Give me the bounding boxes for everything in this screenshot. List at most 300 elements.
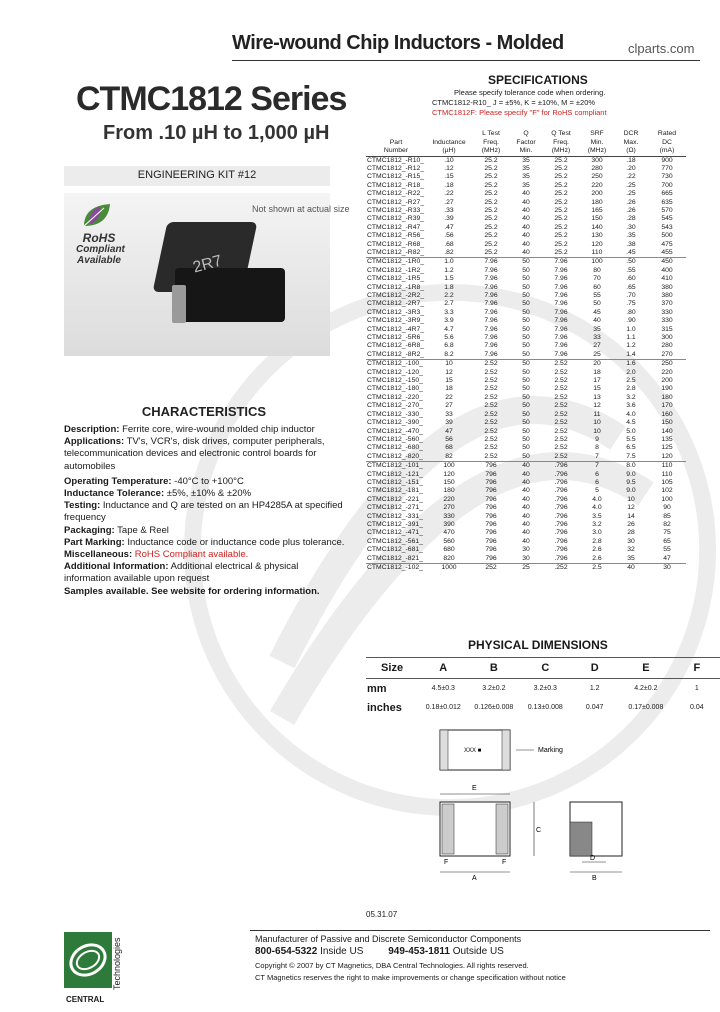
spec-cell: 12 [593,402,601,410]
spec-cell: 6.8 [444,342,454,350]
spec-cell: .22 [626,173,636,181]
spec-cell: 315 [661,325,673,333]
spec-cell: 4.0 [626,410,636,418]
spec-cell: .796 [554,520,568,528]
pack-value: Tape & Reel [117,524,169,536]
spec-cell: 330 [661,317,673,325]
spec-row [366,513,686,521]
spec-cell: 470 [443,529,455,537]
spec-cell: 300 [591,156,603,164]
spec-cell: CTMC1812_-R56_ [367,232,425,240]
spec-cell: 2.52 [484,435,498,443]
tol-value: ±5%, ±10% & ±20% [166,488,252,500]
spec-row [366,300,686,308]
specifications-table [366,130,686,572]
spec-cell: 2.52 [484,385,498,393]
spec-cell: 7.96 [484,308,498,316]
spec-cell: 250 [661,360,673,368]
spec-cell: 5.6 [444,334,454,342]
spec-cell: 1000 [441,564,457,571]
spec-cell: .68 [444,240,454,248]
spec-cell: CTMC1812_-R47_ [367,223,425,231]
test-value: Inductance and Q are tested on an HP4285A at specified frequency [64,500,343,524]
spec-cell: CTMC1812_-R18_ [367,181,425,189]
spec-cell: 50 [522,266,530,274]
spec-cell: 10 [593,419,601,427]
spec-cell: 9.5 [626,478,636,486]
spec-cell: .60 [626,275,636,283]
spec-cell: 35 [522,181,530,189]
spec-cell: 40 [522,215,530,223]
dim-header-cell: C [519,658,571,679]
spec-cell: 330 [443,512,455,520]
spec-cell: 50 [522,402,530,410]
footer-divider [250,930,710,931]
spec-cell: 25.2 [554,232,568,240]
dim-mm-cell: 4.2±0.2 [634,685,658,692]
spec-cell: 7.96 [554,308,568,316]
spec-cell: 40 [522,520,530,528]
spec-cell: 10 [627,495,635,503]
dim-mm-cell: 1.2 [589,685,600,692]
header-divider [232,60,700,61]
spec-cell: CTMC1812_-5R6_ [367,334,425,342]
spec-cell: 180 [661,393,673,401]
spec-cell: 380 [661,292,673,299]
spec-cell: 25 [593,350,601,358]
spec-cell: 2.52 [554,427,568,435]
spec-cell: 1.6 [626,360,636,368]
spec-row [366,267,686,275]
spec-cell: 82 [445,452,453,460]
spec-cell: CTMC1812_-220_ [367,393,423,401]
misc-value: RoHS Compliant available. [134,549,249,561]
spec-cell: 50 [522,350,530,358]
spec-cell: 796 [485,529,497,537]
phone-outside[interactable]: 949-453-1811 [388,946,450,957]
spec-cell: 39 [445,419,453,427]
dim-inches-cell: 0.18±0.012 [425,704,461,711]
spec-cell: CTMC1812_-821_ [367,554,423,562]
spec-header-line: Freq. [483,138,499,146]
spec-cell: 10 [593,427,601,435]
spec-header-line: L Test [482,130,500,137]
spec-cell: .796 [554,504,568,512]
spec-cell: CTMC1812_-121_ [367,470,423,478]
spec-cell: 50 [522,360,530,368]
spec-col-header [614,130,648,156]
spec-cell: .65 [626,283,636,291]
spec-cell: 3.9 [444,317,454,325]
spec-cell: 1.4 [626,350,636,358]
spec-header-line: (mA) [659,147,675,154]
test-label: Testing: [64,500,101,512]
spec-cell: 15 [593,385,601,393]
spec-cell: 570 [661,206,673,214]
tolerance-codes: CTMC1812-R10_ J = ±5%, K = ±10%, M = ±20% [432,98,596,107]
spec-col-header [366,130,426,156]
spec-cell: 100 [591,258,603,266]
specifications-title: SPECIFICATIONS [488,73,588,87]
spec-cell: 90 [663,504,671,512]
spec-cell: 2.52 [554,385,568,393]
spec-cell: 25.2 [484,232,498,240]
spec-cell: 25.2 [484,198,498,206]
spec-cell: 500 [661,232,673,240]
spec-cell: 2.52 [484,427,498,435]
spec-cell: 2.52 [554,393,568,401]
phone-inside-label: Inside US [320,946,364,957]
dim-inches-cell: 0.04 [690,704,704,711]
spec-header-line: (µH) [442,147,456,154]
spec-cell: 40 [522,206,530,214]
spec-cell: 5.5 [626,435,636,443]
spec-col-header [648,130,686,156]
spec-cell: 8.0 [626,462,636,470]
spec-cell: 2.52 [484,419,498,427]
spec-row [366,156,686,165]
spec-cell: 12 [627,504,635,512]
phone-outside-label: Outside US [452,946,504,957]
spec-cell: .25 [626,181,636,189]
spec-cell: 2.5 [626,377,636,385]
spec-cell: 8 [595,444,599,452]
spec-cell: 7.96 [554,283,568,291]
spec-cell: 200 [591,190,603,198]
series-name: CTMC1812 Series [76,80,347,118]
spec-row [366,241,686,249]
spec-cell: 270 [661,350,673,358]
spec-cell: .47 [444,223,454,231]
spec-cell: 900 [661,156,673,164]
spec-cell: 25.2 [484,215,498,223]
spec-cell: 25.2 [484,206,498,214]
spec-col-header [472,130,510,156]
spec-cell: CTMC1812_-102_ [367,564,423,571]
dim-inches-row [366,698,720,717]
spec-cell: 9.0 [626,470,636,478]
change-notice: CT Magnetics reserves the right to make improvements or change specification without notice [255,973,566,982]
spec-cell: 50 [522,308,530,316]
spec-cell: 796 [485,495,497,503]
inductance-range: From .10 µH to 1,000 µH [103,122,330,144]
spec-cell: CTMC1812_-470_ [367,427,423,435]
dim-a-letter: A [472,875,477,882]
spec-cell: 252 [485,564,497,571]
spec-cell: 7.96 [484,283,498,291]
spec-cell: 2.8 [626,385,636,393]
spec-cell: CTMC1812_-8R2_ [367,350,425,358]
spec-cell: 7.96 [554,275,568,283]
spec-row [366,232,686,240]
spec-cell: .796 [554,487,568,495]
spec-cell: 2.7 [444,300,454,308]
spec-col-header [542,130,580,156]
desc-value: Ferrite core, wire-wound molded chip inductor [122,424,315,435]
spec-cell: CTMC1812_-2R7_ [367,300,425,308]
not-to-scale-note: Not shown at actual size [252,204,350,214]
spec-row [366,342,686,350]
dim-mm-cell: 1 [694,685,699,692]
spec-cell: 796 [485,520,497,528]
spec-cell: 135 [661,435,673,443]
spec-cell: 50 [522,317,530,325]
spec-cell: 1.2 [626,342,636,350]
spec-cell: CTMC1812_-1R2_ [367,266,425,274]
add-value: Additional electrical & physical information available upon request [64,561,299,585]
spec-cell: CTMC1812_-4R7_ [367,325,425,333]
spec-cell: 7.96 [484,334,498,342]
spec-cell: 25.2 [554,215,568,223]
spec-cell: 40 [522,487,530,495]
spec-cell: 7.96 [484,325,498,333]
spec-cell: 40 [627,564,635,571]
spec-cell: 9 [595,435,599,443]
spec-cell: 30 [627,537,635,545]
spec-cell: CTMC1812_-2R2_ [367,292,425,299]
bottom-pad-right [496,804,508,854]
dim-mm-cell: mm [367,682,387,695]
spec-cell: CTMC1812_-391_ [367,520,423,528]
spec-cell: 40 [522,248,530,256]
spec-cell: 105 [661,478,673,486]
spec-row [366,471,686,479]
spec-cell: .70 [626,292,636,299]
spec-cell: 50 [522,258,530,266]
spec-cell: CTMC1812_-R39_ [367,215,425,223]
spec-cell: 7.96 [554,317,568,325]
logo-wordmark: CENTRAL [66,995,105,1004]
rohs-badge [76,231,125,266]
spec-cell: 410 [661,275,673,283]
spec-cell: 40 [522,529,530,537]
spec-cell: 180 [591,198,603,206]
spec-cell: 400 [661,266,673,274]
spec-cell: 270 [443,504,455,512]
revision-date: 05.31.07 [366,910,398,919]
dim-inches-cell: 0.17±0.008 [628,704,664,711]
spec-cell: 40 [522,537,530,545]
spec-cell: 120 [443,470,455,478]
spec-header-line: Rated [657,130,677,137]
dimension-drawing [366,722,626,902]
spec-cell: .26 [626,198,636,206]
dim-inches-cell: 0.047 [585,704,604,711]
spec-cell: 33 [445,410,453,418]
spec-cell: .12 [444,164,454,172]
spec-cell: CTMC1812_-820_ [367,452,423,460]
rohs-order-note: CTMC1812F: Please specify "F" for RoHS compliant [432,108,607,117]
dim-f-letter-right: F [502,859,507,866]
spec-cell: 8.2 [444,350,454,358]
spec-cell: 3.2 [592,520,602,528]
spec-cell: 7.96 [554,325,568,333]
spec-col-header [580,130,614,156]
mark-label: Part Marking: [64,536,125,548]
spec-cell: 5 [595,487,599,495]
spec-cell: 110 [661,462,673,470]
phone-inside[interactable]: 800-654-5322 [255,946,318,957]
spec-cell: 796 [485,512,497,520]
spec-cell: 5.0 [626,427,636,435]
spec-cell: 27 [593,342,601,350]
spec-cell: 50 [522,419,530,427]
spec-cell: 7.96 [554,334,568,342]
spec-cell: 280 [661,342,673,350]
rohs-line2: Compliant [76,244,125,255]
spec-row [366,453,686,462]
spec-cell: 25.2 [484,223,498,231]
spec-cell: 25.2 [554,173,568,181]
spec-cell: 2.52 [484,444,498,452]
spec-cell: .18 [626,156,636,164]
spec-cell: 110 [661,470,673,478]
characteristics-title: CHARACTERISTICS [141,404,267,419]
spec-cell: 50 [522,368,530,376]
spec-cell: 150 [443,478,455,486]
dim-header-cell: F [674,658,720,679]
spec-cell: 10 [445,360,453,368]
spec-col-header [510,130,542,156]
mark-value: Inductance code or inductance code plus tolerance. [127,536,345,548]
spec-cell: 50 [522,275,530,283]
spec-cell: 40 [522,512,530,520]
dim-mm-cell: 3.2±0.2 [482,685,506,692]
spec-cell: .27 [444,198,454,206]
spec-cell: CTMC1812_-1R8_ [367,283,425,291]
dim-header-cell: B [468,658,519,679]
spec-cell: 2.52 [484,368,498,376]
spec-cell: 3.2 [626,393,636,401]
spec-cell: 40 [522,190,530,198]
spec-cell: .796 [554,529,568,537]
spec-cell: 796 [485,462,497,470]
spec-cell: 56 [445,435,453,443]
website-link[interactable]: clparts.com [628,41,695,56]
spec-cell: 25 [522,564,530,571]
spec-cell: 140 [661,427,673,435]
spec-cell: 85 [663,512,671,520]
spec-cell: 796 [485,504,497,512]
spec-cell: CTMC1812_-R15_ [367,173,425,181]
spec-cell: 7.96 [554,258,568,266]
spec-cell: 60 [593,283,601,291]
spec-cell: 50 [522,325,530,333]
spec-row [366,249,686,258]
spec-cell: 796 [485,478,497,486]
spec-cell: 40 [522,504,530,512]
misc-label: Miscellaneous: [64,549,133,561]
spec-cell: CTMC1812_-330_ [367,410,423,418]
spec-row [366,215,686,223]
spec-cell: 110 [591,248,603,256]
dim-inches-cell: 0.126±0.008 [474,704,514,711]
spec-cell: 2.8 [592,537,602,545]
spec-row [366,334,686,342]
spec-cell: .796 [554,495,568,503]
spec-cell: 125 [661,444,673,452]
dimensions-title: PHYSICAL DIMENSIONS [468,638,608,652]
spec-cell: 82 [663,520,671,528]
spec-cell: 543 [661,223,673,231]
tol-label: Inductance Tolerance: [64,488,165,500]
spec-cell: CTMC1812_-3R3_ [367,308,425,316]
spec-row [366,428,686,436]
spec-cell: 25.2 [554,190,568,198]
spec-cell: 7.96 [554,292,568,299]
spec-header-line: (MHz) [587,147,607,154]
spec-cell: 7.96 [554,266,568,274]
spec-cell: 3.5 [592,512,602,520]
spec-cell: 190 [661,385,673,393]
spec-cell: .35 [626,232,636,240]
spec-cell: 12 [445,368,453,376]
logo-subtitle: Technologies [112,937,122,990]
spec-cell: CTMC1812_-680_ [367,444,423,452]
spec-cell: 40 [593,317,601,325]
spec-header-line: Number [383,147,409,154]
chip-body-front [175,268,285,322]
spec-cell: CTMC1812_-1R5_ [367,275,425,283]
spec-cell: 4.7 [444,325,454,333]
spec-cell: 2.52 [484,393,498,401]
spec-header-line: Q [523,130,529,137]
spec-cell: 7.96 [484,258,498,266]
spec-cell: .20 [626,164,636,172]
spec-cell: 796 [485,470,497,478]
spec-cell: 50 [522,342,530,350]
spec-row [366,411,686,419]
pack-label: Packaging: [64,524,115,536]
spec-row [366,165,686,173]
spec-cell: 70 [593,275,601,283]
spec-cell: 25.2 [554,198,568,206]
spec-cell: 47 [445,427,453,435]
spec-cell: 35 [522,164,530,172]
spec-cell: 25.2 [554,240,568,248]
dim-d-letter: D [590,855,596,862]
spec-header-line: Freq. [553,138,569,146]
spec-cell: 11 [593,410,601,418]
spec-cell: 14 [627,512,635,520]
spec-cell: 32 [627,546,635,554]
spec-row [366,538,686,546]
dim-header-cell: E [618,658,674,679]
spec-cell: .18 [444,181,454,189]
spec-row [366,284,686,292]
spec-cell: .10 [444,156,454,164]
spec-cell: CTMC1812_-R22_ [367,190,425,198]
spec-cell: 280 [591,164,603,172]
spec-cell: 180 [443,487,455,495]
top-view-label: XXX ■ [464,748,482,754]
spec-row [366,224,686,232]
spec-cell: 40 [522,232,530,240]
spec-row [366,326,686,334]
spec-cell: 7.96 [554,350,568,358]
phone-numbers [255,946,504,957]
spec-cell: 35 [593,325,601,333]
spec-cell: 1.1 [626,334,636,342]
spec-row [366,258,686,267]
spec-cell: 25.2 [554,164,568,172]
spec-header-line: Part [389,138,403,146]
spec-cell: 2.52 [484,452,498,460]
spec-cell: 2.6 [592,546,602,554]
spec-cell: CTMC1812_-150_ [367,377,423,385]
spec-cell: 27 [445,402,453,410]
spec-row [366,377,686,385]
